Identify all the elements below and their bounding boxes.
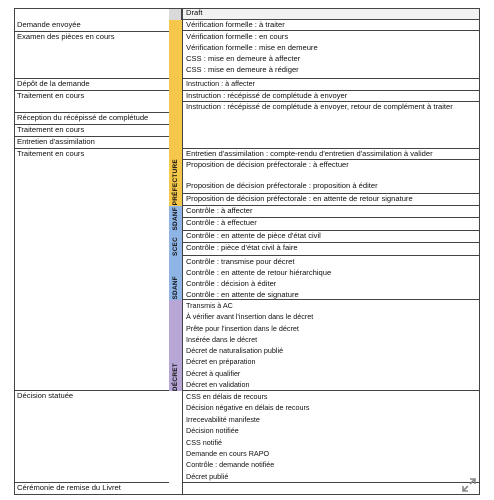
left-row: Entretien d'assimilation (14, 137, 169, 149)
band-label-sdanf-2: SDANF (172, 276, 179, 300)
header-corner-cell (169, 8, 182, 20)
band-label-scec: SCEC (172, 237, 179, 256)
band-label-prefecture: PRÉFECTURE (172, 158, 179, 205)
left-row: Décision statuée (14, 391, 169, 483)
expand-arrows-icon[interactable] (461, 477, 477, 493)
left-row: Cérémonie de remise du Livret (17, 483, 121, 492)
right-row: Contrôle : à effectuer (182, 218, 480, 231)
left-row: Traitement en cours (14, 149, 169, 391)
right-row: Instruction : récépissé de complétude à envoyer, retour de complément à traiter (182, 102, 480, 149)
band-label-decret: DÉCRET (172, 362, 179, 391)
draft-label: Draft (186, 8, 203, 17)
band-label-sdanf-1: SDANF (172, 207, 179, 231)
right-row: Proposition de décision préfectorale : en attente de retour signature (182, 194, 480, 206)
right-row-group: Vérification formelle : en cours Vérification formelle : mise en demeure CSS : mise en demeure à affecter CSS : mise en demeure à rédiger (182, 31, 480, 79)
right-row: Instruction : à affecter (182, 79, 480, 91)
right-row: Entretien d'assimilation : compte-rendu d'entretien d'assimilation à valider (182, 149, 480, 160)
right-row-group: Transmis à AC À vérifier avant l'insertion dans le décret Prête pour l'insertion dans le décret Insérée dans le décret Décret de naturalisation publié Décret en préparation Décret à qualifier Décret en validation (182, 300, 480, 391)
right-row-group: Contrôle : transmise pour décret Contrôle : en attente de retour hiérarchique Contrôle : décision à éditer Contrôle : en attente de signature (182, 256, 480, 300)
left-row: Traitement en cours (14, 125, 169, 137)
right-row-group: Proposition de décision préfectorale : à effectuer Proposition de décision préfectorale : proposition à éditer (182, 160, 480, 194)
right-row-group: CSS en délais de recours Décision négative en délais de recours Irrecevabilité manifeste Décision notifiée CSS notifié Demande en cours RAPO Contrôle : demande notifiée Décret publié (182, 391, 480, 483)
left-row: Examen des pièces en cours (14, 32, 169, 79)
right-row: Contrôle : à affecter (182, 206, 480, 218)
left-row: Traitement en cours (14, 91, 169, 113)
band-empty (169, 391, 182, 495)
right-row: Instruction : récépissé de complétude à envoyer (182, 91, 480, 102)
right-row-empty (182, 483, 480, 495)
left-row: Réception du récépissé de complétude (14, 113, 169, 125)
right-row: Contrôle : en attente de pièce d'état civil (182, 231, 480, 243)
left-row: Dépôt de la demande (14, 79, 169, 91)
right-row: Vérification formelle : à traiter (182, 20, 480, 31)
left-row: Demande envoyée (14, 20, 169, 32)
header-draft-cell (182, 8, 480, 20)
right-row: Contrôle : pièce d'état civil à faire (182, 243, 480, 256)
